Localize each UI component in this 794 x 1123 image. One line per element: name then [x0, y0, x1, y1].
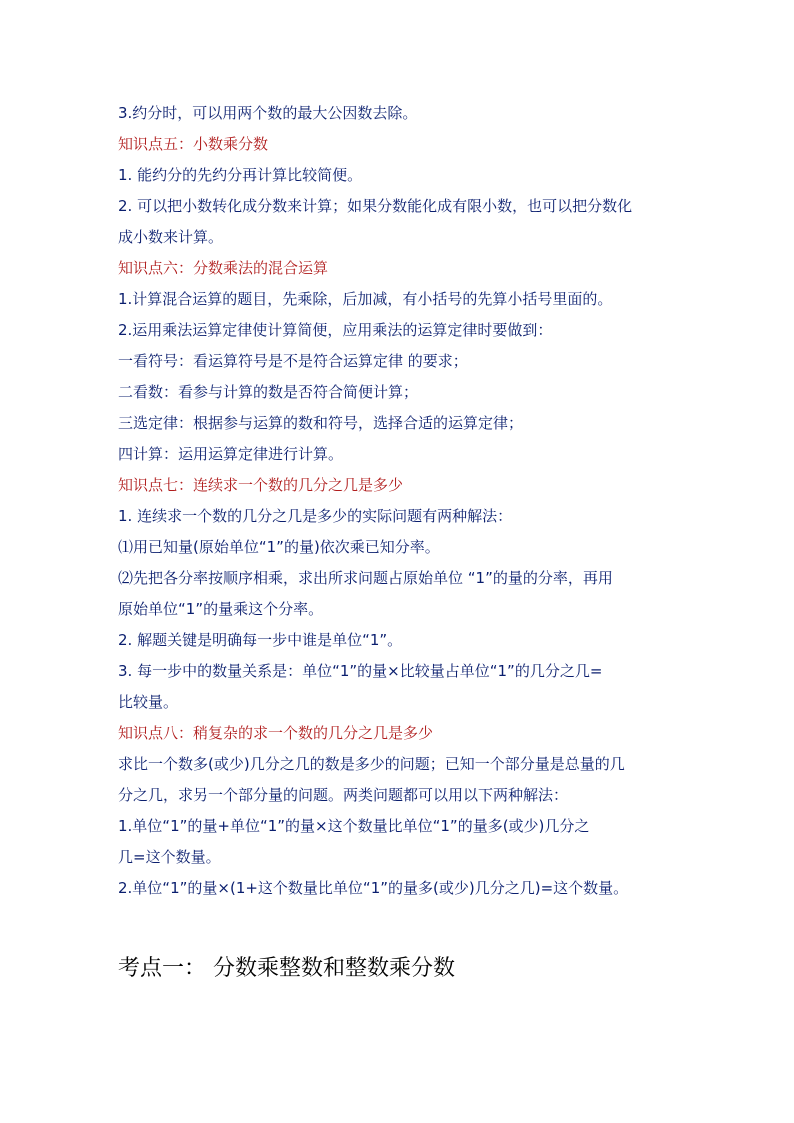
text-line: 分之几，求另一个部分量的问题。两类问题都可以用以下两种解法：: [118, 786, 569, 804]
text-line: 求比一个数多(或少)几分之几的数是多少的问题；已知一个部分量是总量的几: [118, 755, 625, 773]
text-line: 1.单位“1”的量+单位“1”的量×这个数量比单位“1”的量多(或少)几分之: [118, 817, 590, 835]
text-line: 3. 每一步中的数量关系是：单位“1”的量×比较量占单位“1”的几分之几=: [118, 662, 603, 680]
text-line: 成小数来计算。: [118, 228, 224, 246]
text-line: 1. 连续求一个数的几分之几是多少的实际问题有两种解法：: [118, 507, 513, 525]
text-line: ⑵先把各分率按顺序相乘，求出所求问题占原始单位 “1”的量的分率，再用: [118, 569, 613, 587]
text-line: 四计算：运用运算定律进行计算。: [118, 445, 344, 463]
text-line: 1.计算混合运算的题目，先乘除，后加减，有小括号的先算小括号里面的。: [118, 290, 613, 308]
text-line: 1. 能约分的先约分再计算比较简便。: [118, 166, 363, 184]
exam-point-title: 考点一： 分数乘整数和整数乘分数: [118, 956, 455, 981]
document-body: [118, 98, 684, 904]
section-heading: 知识点六：分数乘法的混合运算: [118, 259, 329, 277]
text-line: 2.运用乘法运算定律使计算简便，应用乘法的运算定律时要做到：: [118, 321, 553, 339]
text-line: 3.约分时，可以用两个数的最大公因数去除。: [118, 104, 418, 122]
section-heading: 知识点八：稍复杂的求一个数的几分之几是多少: [118, 724, 434, 742]
text-line: 2. 解题关键是明确每一步中谁是单位“1”。: [118, 631, 403, 649]
text-line: 几=这个数量。: [118, 848, 221, 866]
text-line: 比较量。: [118, 693, 179, 711]
text-line: ⑴用已知量(原始单位“1”的量)依次乘已知分率。: [118, 538, 440, 556]
text-line: 一看符号：看运算符号是不是符合运算定律 的要求；: [118, 352, 468, 370]
text-line: 2. 可以把小数转化成分数来计算；如果分数能化成有限小数，也可以把分数化: [118, 197, 633, 215]
text-line: 三选定律：根据参与运算的数和符号，选择合适的运算定律；: [118, 414, 524, 432]
text-line: 2.单位“1”的量×(1+这个数量比单位“1”的量多(或少)几分之几)=这个数量。: [118, 879, 629, 897]
section-heading: 知识点七：连续求一个数的几分之几是多少: [118, 476, 404, 494]
text-line: 原始单位“1”的量乘这个分率。: [118, 600, 324, 618]
section-heading: 知识点五：小数乘分数: [118, 135, 269, 153]
text-line: 二看数：看参与计算的数是否符合简便计算；: [118, 383, 419, 401]
